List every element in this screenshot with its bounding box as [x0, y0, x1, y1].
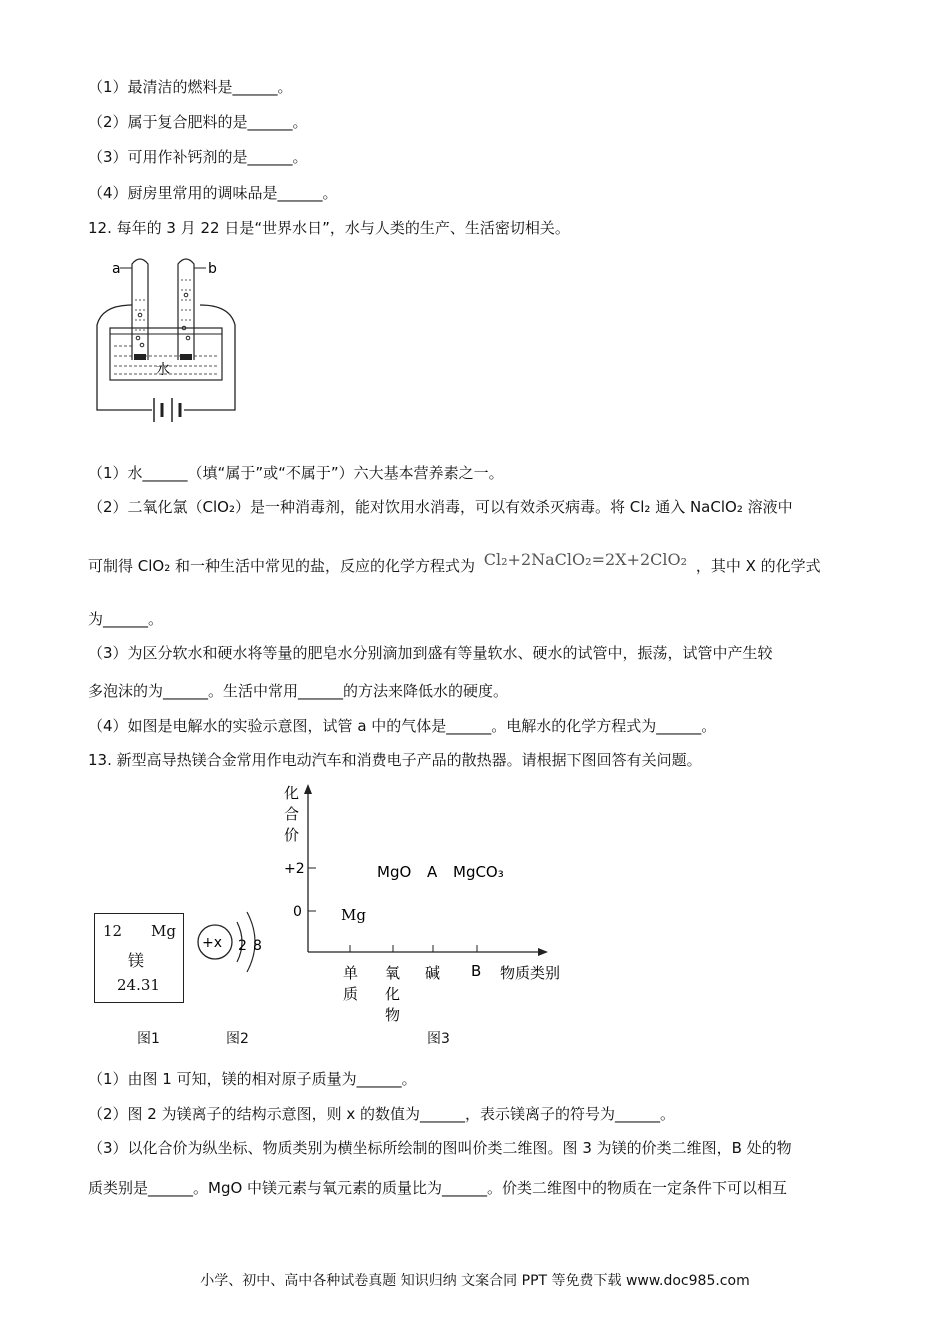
x-axis-title: 物质类别	[500, 964, 561, 982]
y-tick-plus2: +2	[284, 861, 305, 877]
tube-a-label: a	[112, 261, 121, 277]
q12-part-3b: 多泡沫的为______。生活中常用______的方法来降低水的硬度。	[88, 682, 509, 700]
q13-part-2: （2）图 2 为镁离子的结构示意图，则 x 的数值为______，表示镁离子的符号为______。	[88, 1105, 676, 1123]
page-footer: 小学、初中、高中各种试卷真题 知识归纳 文案合同 PPT 等免费下载 www.doc985.com	[200, 1273, 750, 1289]
valence-category-chart	[280, 780, 580, 1030]
x-cat-2-char-3: 物	[385, 1006, 401, 1024]
point-mgco3: MgCO₃	[453, 863, 504, 881]
nucleus-charge: +x	[202, 935, 223, 951]
electrolysis-apparatus-figure	[92, 250, 242, 440]
atomic-number: 12	[103, 922, 123, 940]
q13-part-1: （1）由图 1 可知，镁的相对原子质量为______。	[88, 1070, 417, 1088]
point-mg: Mg	[341, 906, 366, 924]
y-axis-label-1: 化	[284, 784, 300, 802]
figure-1-caption: 图1	[137, 1031, 160, 1047]
y-axis-label-3: 价	[284, 826, 300, 844]
q11-item-1: （1）最清洁的燃料是______。	[88, 78, 293, 96]
figure-3-caption: 图3	[427, 1031, 450, 1047]
q12-part-2b	[88, 550, 821, 576]
element-card-figure	[94, 913, 184, 1003]
ion-structure-figure	[195, 902, 275, 982]
q11-item-3: （3）可用作补钙剂的是______。	[88, 148, 308, 166]
q12-part-3a: （3）为区分软水和硬水将等量的肥皂水分别滴加到盛有等量软水、硬水的试管中，振荡，试管中产生较	[88, 644, 773, 662]
shell-2-count: 8	[253, 938, 262, 954]
q13-part-3b: 质类别是______。MgO 中镁元素与氧元素的质量比为______。价类二维图中的物质在一定条件下可以相互	[88, 1179, 788, 1197]
atomic-mass: 24.31	[117, 976, 160, 994]
y-tick-0: 0	[293, 904, 302, 920]
x-cat-3: 碱	[425, 964, 441, 982]
q12-part-2b-pre: 可制得 ClO₂ 和一种生活中常见的盐，反应的化学方程式为	[88, 557, 475, 575]
q11-item-2: （2）属于复合肥料的是______。	[88, 113, 308, 131]
x-cat-2-char-1: 氧	[385, 964, 401, 982]
x-cat-2-char-2: 化	[385, 985, 401, 1003]
q11-item-4: （4）厨房里常用的调味品是______。	[88, 184, 338, 202]
q13-part-3a: （3）以化合价为纵坐标、物质类别为横坐标所绘制的图叫价类二维图。图 3 为镁的价类二维图，B 处的物	[88, 1139, 792, 1157]
x-cat-4: B	[471, 962, 482, 980]
q12-part-1: （1）水______（填“属于”或“不属于”）六大基本营养素之一。	[88, 464, 504, 482]
point-mgo: MgO	[377, 863, 412, 881]
q12-part-2a: （2）二氧化氯（ClO₂）是一种消毒剂，能对饮用水消毒，可以有效杀灭病毒。将 Cl₂ 通入 NaClO₂ 溶液中	[88, 498, 793, 516]
element-name: 镁	[128, 951, 145, 970]
chemical-equation: Cl₂+2NaClO₂=2X+2ClO₂	[483, 550, 688, 569]
q12-part-2b-post: ，其中 X 的化学式	[695, 557, 821, 575]
tube-b-label: b	[208, 261, 217, 277]
water-label: 水	[156, 362, 170, 378]
figure-2-caption: 图2	[226, 1031, 249, 1047]
x-cat-1-char-2: 质	[343, 985, 359, 1003]
shell-1-count: 2	[238, 938, 247, 954]
point-a: A	[427, 863, 438, 881]
q13-stem: 13. 新型高导热镁合金常用作电动汽车和消费电子产品的散热器。请根据下图回答有关问题。	[88, 751, 702, 769]
q12-part-4: （4）如图是电解水的实验示意图，试管 a 中的气体是______。电解水的化学方程式为______。	[88, 717, 717, 735]
x-cat-1-char-1: 单	[343, 964, 359, 982]
q12-stem: 12. 每年的 3 月 22 日是“世界水日”，水与人类的生产、生活密切相关。	[88, 219, 570, 237]
q12-part-2c: 为______。	[88, 610, 164, 628]
element-symbol: Mg	[151, 922, 176, 940]
y-axis-label-2: 合	[284, 805, 300, 823]
